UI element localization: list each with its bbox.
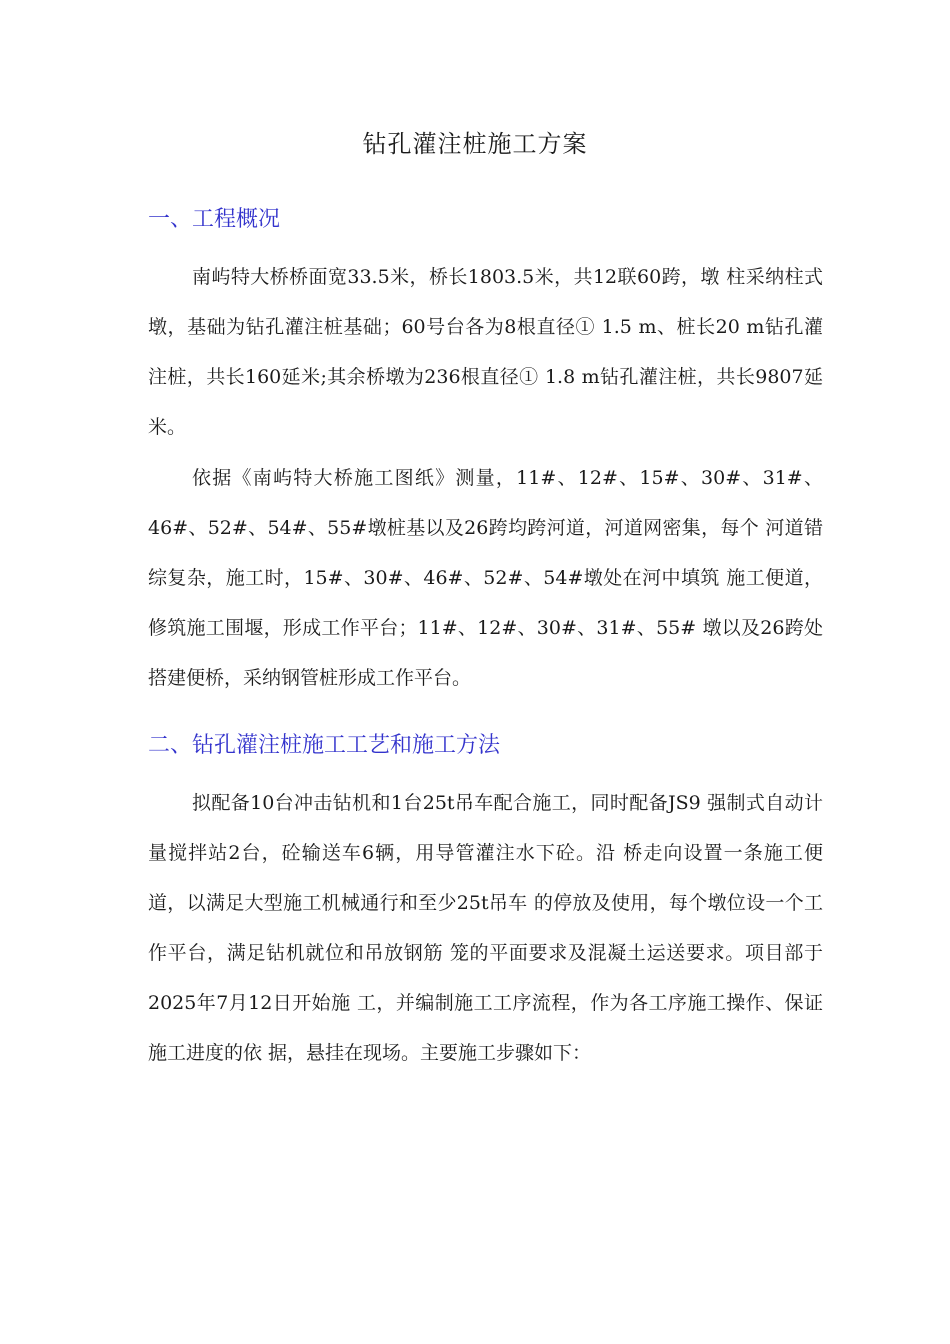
paragraph-river-conditions: 依据《南屿特大桥施工图纸》测量，11#、12#、15#、30#、31#、46#、52#、54#、55#墩桩基以及26跨均跨河道，河道网密集，每个 河道错综复杂，施工时，15#、30#、46#、52#、54#墩处在河中填筑 施工便道，修筑施工围堰，形成工作平台；11#、12#、30#、31#、55# 墩以及26跨处搭建便桥，采纳钢管桩形成工作平台。 xyxy=(148,467,823,689)
document-title: 钻孔灌注桩施工方案 xyxy=(362,130,588,158)
section-heading-construction-method: 二、钻孔灌注桩施工工艺和施工方法 xyxy=(148,733,501,758)
paragraph-bridge-overview: 南屿特大桥桥面宽33.5米，桥长1803.5米，共12联60跨，墩 柱采纳柱式墩，基础为钻孔灌注桩基础；60号台各为8根直径① 1.5 m、桩长20 m钻孔灌注桩，共长160延米;其余桥墩为236根直径① 1.8 m钻孔灌注桩，共长9807延米。 xyxy=(148,266,823,438)
paragraph-equipment-plan: 拟配备10台冲击钻机和1台25t吊车配合施工，同时配备JS9 强制式自动计量搅拌站2台，砼输送车6辆，用导管灌注水下砼。沿 桥走向设置一条施工便道，以满足大型施工机械通行和至少25t吊车 的停放及使用，每个墩位设一个工作平台，满足钻机就位和吊放钢筋 笼的平面要求及混凝土运送要求。项目部于2025年7月12日开始施 工，并编制施工工序流程，作为各工序施工操作、保证施工进度的依 据，悬挂在现场。主要施工步骤如下： xyxy=(148,792,823,1064)
section-heading-overview: 一、工程概况 xyxy=(148,207,281,232)
